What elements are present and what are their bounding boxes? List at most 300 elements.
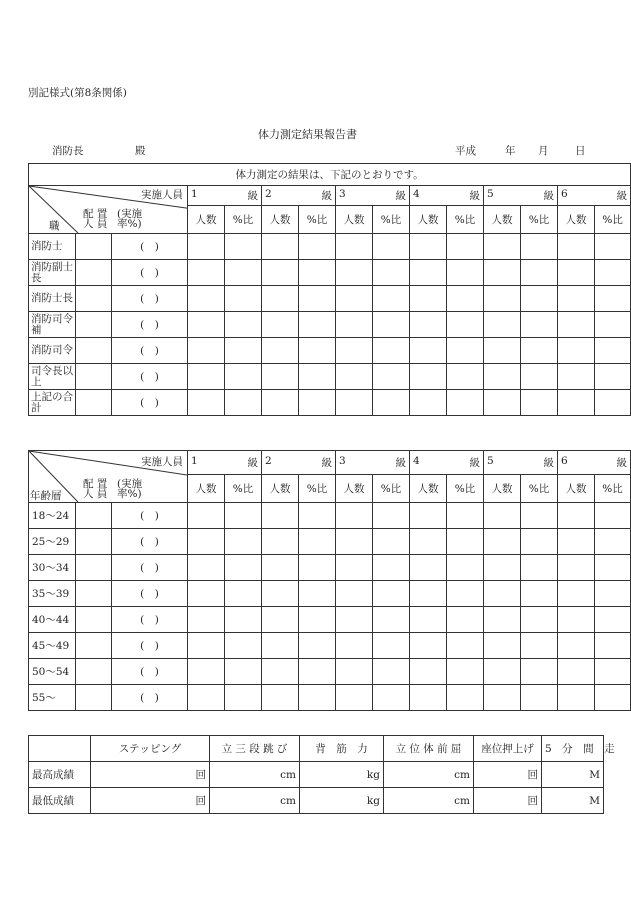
record-cell[interactable]: 回: [474, 762, 542, 788]
count-cell[interactable]: [484, 286, 521, 312]
count-cell[interactable]: [188, 503, 225, 529]
percent-cell[interactable]: [225, 555, 262, 581]
row-label: 司令長以上: [29, 364, 76, 390]
age-level-1-header: 1 級: [188, 451, 262, 475]
percent-cell[interactable]: [225, 685, 262, 711]
header-corner: [29, 186, 188, 234]
assigned-count-cell[interactable]: [76, 260, 112, 286]
table-row: [29, 788, 604, 814]
count-cell[interactable]: [484, 529, 521, 555]
percent-cell[interactable]: [595, 312, 631, 338]
percent-cell[interactable]: [225, 529, 262, 555]
percent-cell[interactable]: [521, 607, 558, 633]
count-cell[interactable]: [410, 607, 447, 633]
percent-cell[interactable]: [595, 260, 631, 286]
record-cell[interactable]: cm: [210, 762, 300, 788]
percent-cell[interactable]: [225, 503, 262, 529]
percent-cell[interactable]: [447, 312, 484, 338]
rate-cell[interactable]: ( ): [112, 234, 188, 260]
percent-cell[interactable]: [225, 338, 262, 364]
count-cell[interactable]: [484, 390, 521, 416]
percent-cell[interactable]: [299, 234, 336, 260]
count-cell[interactable]: [188, 364, 225, 390]
level-5-header: 5 級: [484, 186, 558, 206]
percent-cell[interactable]: [225, 659, 262, 685]
assigned-label-2: 人 員: [83, 218, 108, 230]
percent-cell[interactable]: [447, 390, 484, 416]
rate-cell[interactable]: ( ): [112, 581, 188, 607]
count-cell[interactable]: [484, 364, 521, 390]
percent-cell[interactable]: [447, 607, 484, 633]
percent-cell[interactable]: [373, 529, 410, 555]
percent-cell[interactable]: [299, 581, 336, 607]
percent-cell[interactable]: [447, 529, 484, 555]
rate-cell[interactable]: ( ): [112, 659, 188, 685]
assigned-count-cell[interactable]: [76, 286, 112, 312]
percent-cell[interactable]: [225, 390, 262, 416]
row-label: 18〜24: [29, 503, 76, 529]
record-header: ステッピング: [91, 736, 210, 762]
count-cell[interactable]: [558, 555, 595, 581]
assigned-label-age-2: 人 員: [83, 488, 108, 500]
percent-cell[interactable]: [595, 685, 631, 711]
implemented-count-label: 実施人員: [141, 189, 183, 201]
table-row: [29, 312, 631, 338]
page-title: 体力測定結果報告書: [258, 128, 357, 141]
percent-cell[interactable]: [373, 503, 410, 529]
count-subheader: 人数: [558, 206, 595, 234]
percent-cell[interactable]: [521, 659, 558, 685]
percent-cell[interactable]: [521, 503, 558, 529]
rank-axis-label: 職: [49, 220, 60, 232]
assigned-count-cell[interactable]: [76, 529, 112, 555]
count-cell[interactable]: [558, 312, 595, 338]
count-subheader: 人数: [262, 206, 299, 234]
record-header: 座位押上げ: [474, 736, 542, 762]
percent-subheader: %比: [373, 475, 410, 503]
percent-cell[interactable]: [225, 581, 262, 607]
percent-cell[interactable]: [373, 364, 410, 390]
assigned-count-cell[interactable]: [76, 390, 112, 416]
assigned-count-cell[interactable]: [76, 581, 112, 607]
percent-cell[interactable]: [299, 312, 336, 338]
percent-cell[interactable]: [299, 503, 336, 529]
percent-cell[interactable]: [447, 364, 484, 390]
percent-cell[interactable]: [521, 338, 558, 364]
assigned-count-cell[interactable]: [76, 364, 112, 390]
records-corner: [29, 736, 91, 762]
percent-cell[interactable]: [447, 685, 484, 711]
record-header: 立 位 体 前 屈: [384, 736, 474, 762]
percent-cell[interactable]: [225, 607, 262, 633]
count-cell[interactable]: [558, 529, 595, 555]
row-label: 消防士長: [29, 286, 76, 312]
count-cell[interactable]: [558, 633, 595, 659]
rate-cell[interactable]: ( ): [112, 529, 188, 555]
count-subheader: 人数: [410, 475, 447, 503]
percent-subheader: %比: [595, 206, 631, 234]
count-subheader: 人数: [336, 475, 373, 503]
count-cell[interactable]: [262, 312, 299, 338]
percent-cell[interactable]: [225, 633, 262, 659]
assigned-count-cell[interactable]: [76, 338, 112, 364]
count-cell[interactable]: [262, 234, 299, 260]
count-subheader: 人数: [188, 206, 225, 234]
count-cell[interactable]: [188, 685, 225, 711]
row-label: 消防士: [29, 234, 76, 260]
percent-cell[interactable]: [521, 633, 558, 659]
percent-cell[interactable]: [299, 529, 336, 555]
percent-cell[interactable]: [595, 581, 631, 607]
percent-cell[interactable]: [521, 529, 558, 555]
count-cell[interactable]: [336, 685, 373, 711]
percent-cell[interactable]: [447, 286, 484, 312]
count-cell[interactable]: [188, 312, 225, 338]
percent-cell[interactable]: [595, 234, 631, 260]
percent-cell[interactable]: [595, 503, 631, 529]
count-cell[interactable]: [188, 260, 225, 286]
count-cell[interactable]: [336, 633, 373, 659]
percent-cell[interactable]: [595, 659, 631, 685]
percent-cell[interactable]: [521, 390, 558, 416]
row-label: 55〜: [29, 685, 76, 711]
count-cell[interactable]: [262, 633, 299, 659]
percent-cell[interactable]: [299, 364, 336, 390]
row-label: 上記の合計: [29, 390, 76, 416]
count-cell[interactable]: [410, 633, 447, 659]
record-cell[interactable]: cm: [210, 788, 300, 814]
count-cell[interactable]: [410, 286, 447, 312]
count-cell[interactable]: [558, 503, 595, 529]
percent-cell[interactable]: [299, 286, 336, 312]
count-cell[interactable]: [410, 390, 447, 416]
header-corner-age: [29, 451, 188, 503]
percent-cell[interactable]: [299, 659, 336, 685]
count-cell[interactable]: [484, 685, 521, 711]
percent-cell[interactable]: [521, 312, 558, 338]
record-cell[interactable]: kg: [300, 788, 384, 814]
count-cell[interactable]: [188, 286, 225, 312]
percent-cell[interactable]: [373, 234, 410, 260]
record-header: 背 筋 力: [300, 736, 384, 762]
percent-cell[interactable]: [373, 685, 410, 711]
percent-cell[interactable]: [373, 312, 410, 338]
count-cell[interactable]: [558, 338, 595, 364]
count-cell[interactable]: [262, 260, 299, 286]
count-cell[interactable]: [410, 364, 447, 390]
count-cell[interactable]: [262, 503, 299, 529]
count-cell[interactable]: [336, 390, 373, 416]
percent-cell[interactable]: [447, 503, 484, 529]
age-level-2-header: 2 級: [262, 451, 336, 475]
count-cell[interactable]: [262, 338, 299, 364]
count-cell[interactable]: [336, 581, 373, 607]
percent-cell[interactable]: [299, 607, 336, 633]
rate-cell[interactable]: ( ): [112, 338, 188, 364]
count-cell[interactable]: [188, 555, 225, 581]
count-cell[interactable]: [188, 390, 225, 416]
percent-subheader: %比: [521, 475, 558, 503]
count-cell[interactable]: [336, 364, 373, 390]
form-number: 別記様式(第8条関係): [28, 87, 127, 99]
date-month: 月: [538, 145, 549, 157]
percent-cell[interactable]: [299, 338, 336, 364]
percent-cell[interactable]: [447, 581, 484, 607]
percent-cell[interactable]: [225, 312, 262, 338]
count-cell[interactable]: [410, 659, 447, 685]
count-subheader: 人数: [336, 206, 373, 234]
rate-cell[interactable]: ( ): [112, 607, 188, 633]
percent-cell[interactable]: [299, 390, 336, 416]
percent-cell[interactable]: [373, 607, 410, 633]
record-row-label: 最高成績: [29, 762, 91, 788]
assigned-count-cell[interactable]: [76, 555, 112, 581]
percent-subheader: %比: [299, 206, 336, 234]
count-cell[interactable]: [262, 581, 299, 607]
percent-cell[interactable]: [299, 633, 336, 659]
count-cell[interactable]: [410, 685, 447, 711]
honorific: 殿: [135, 145, 146, 157]
rate-cell[interactable]: ( ): [112, 312, 188, 338]
rate-cell[interactable]: ( ): [112, 633, 188, 659]
count-cell[interactable]: [262, 659, 299, 685]
count-cell[interactable]: [188, 659, 225, 685]
row-label: 45〜49: [29, 633, 76, 659]
count-subheader: 人数: [484, 206, 521, 234]
percent-cell[interactable]: [521, 234, 558, 260]
count-cell[interactable]: [410, 234, 447, 260]
table-row: [29, 260, 631, 286]
table-row: [29, 364, 631, 390]
percent-cell[interactable]: [447, 338, 484, 364]
assigned-count-cell[interactable]: [76, 312, 112, 338]
percent-cell[interactable]: [595, 286, 631, 312]
percent-subheader: %比: [595, 475, 631, 503]
record-cell[interactable]: M: [542, 762, 604, 788]
table-row: [29, 286, 631, 312]
percent-cell[interactable]: [595, 529, 631, 555]
record-row-label: 最低成績: [29, 788, 91, 814]
count-cell[interactable]: [188, 633, 225, 659]
count-cell[interactable]: [558, 685, 595, 711]
level-2-header: 2 級: [262, 186, 336, 206]
records-table: [28, 735, 615, 814]
count-cell[interactable]: [262, 607, 299, 633]
count-cell[interactable]: [484, 234, 521, 260]
percent-cell[interactable]: [447, 234, 484, 260]
assigned-count-cell[interactable]: [76, 633, 112, 659]
age-level-5-header: 5 級: [484, 451, 558, 475]
count-cell[interactable]: [558, 659, 595, 685]
percent-cell[interactable]: [595, 364, 631, 390]
percent-cell[interactable]: [373, 633, 410, 659]
percent-subheader: %比: [521, 206, 558, 234]
assigned-count-cell[interactable]: [76, 607, 112, 633]
percent-cell[interactable]: [225, 364, 262, 390]
count-cell[interactable]: [410, 529, 447, 555]
rate-cell[interactable]: ( ): [112, 286, 188, 312]
count-cell[interactable]: [336, 503, 373, 529]
count-cell[interactable]: [336, 286, 373, 312]
count-cell[interactable]: [188, 338, 225, 364]
count-cell[interactable]: [484, 555, 521, 581]
percent-cell[interactable]: [595, 555, 631, 581]
row-label: 消防司令: [29, 338, 76, 364]
count-cell[interactable]: [336, 555, 373, 581]
percent-cell[interactable]: [373, 338, 410, 364]
percent-cell[interactable]: [299, 685, 336, 711]
table-row: [29, 607, 631, 633]
record-cell[interactable]: 回: [91, 788, 210, 814]
percent-cell[interactable]: [299, 260, 336, 286]
record-cell[interactable]: kg: [300, 762, 384, 788]
table-row: [29, 529, 631, 555]
percent-cell[interactable]: [225, 260, 262, 286]
record-cell[interactable]: 回: [474, 788, 542, 814]
count-subheader: 人数: [484, 475, 521, 503]
percent-subheader: %比: [225, 475, 262, 503]
count-cell[interactable]: [484, 659, 521, 685]
percent-cell[interactable]: [521, 581, 558, 607]
count-cell[interactable]: [558, 234, 595, 260]
record-cell[interactable]: cm: [384, 788, 474, 814]
percent-cell[interactable]: [373, 390, 410, 416]
percent-cell[interactable]: [373, 260, 410, 286]
percent-cell[interactable]: [521, 555, 558, 581]
percent-cell[interactable]: [521, 286, 558, 312]
count-cell[interactable]: [558, 364, 595, 390]
count-subheader: 人数: [558, 475, 595, 503]
percent-cell[interactable]: [595, 390, 631, 416]
count-cell[interactable]: [336, 234, 373, 260]
record-cell[interactable]: 回: [91, 762, 210, 788]
count-cell[interactable]: [336, 312, 373, 338]
percent-cell[interactable]: [373, 286, 410, 312]
count-cell[interactable]: [484, 581, 521, 607]
count-cell[interactable]: [484, 312, 521, 338]
date-year: 年: [505, 145, 516, 157]
rate-cell[interactable]: ( ): [112, 260, 188, 286]
count-cell[interactable]: [484, 503, 521, 529]
assigned-count-cell[interactable]: [76, 659, 112, 685]
count-cell[interactable]: [188, 529, 225, 555]
row-label: 35〜39: [29, 581, 76, 607]
rate-cell[interactable]: ( ): [112, 503, 188, 529]
count-cell[interactable]: [410, 503, 447, 529]
level-4-header: 4 級: [410, 186, 484, 206]
count-cell[interactable]: [262, 555, 299, 581]
count-cell[interactable]: [558, 607, 595, 633]
row-label: 40〜44: [29, 607, 76, 633]
count-cell[interactable]: [336, 338, 373, 364]
count-cell[interactable]: [410, 312, 447, 338]
percent-cell[interactable]: [447, 659, 484, 685]
count-cell[interactable]: [262, 685, 299, 711]
percent-cell[interactable]: [373, 555, 410, 581]
percent-subheader: %比: [447, 206, 484, 234]
percent-cell[interactable]: [595, 338, 631, 364]
record-cell[interactable]: M: [542, 788, 604, 814]
count-cell[interactable]: [558, 581, 595, 607]
record-cell[interactable]: cm: [384, 762, 474, 788]
percent-cell[interactable]: [299, 555, 336, 581]
count-cell[interactable]: [484, 633, 521, 659]
percent-cell[interactable]: [447, 260, 484, 286]
table-row: [29, 555, 631, 581]
percent-cell[interactable]: [595, 607, 631, 633]
count-cell[interactable]: [410, 581, 447, 607]
rate-label-age-2: 率%): [117, 488, 142, 500]
percent-cell[interactable]: [521, 260, 558, 286]
count-cell[interactable]: [188, 607, 225, 633]
count-cell[interactable]: [188, 234, 225, 260]
rate-cell[interactable]: ( ): [112, 555, 188, 581]
assigned-label-age: 配 置: [83, 478, 108, 490]
count-cell[interactable]: [262, 286, 299, 312]
count-cell[interactable]: [336, 607, 373, 633]
count-cell[interactable]: [558, 260, 595, 286]
count-cell[interactable]: [484, 607, 521, 633]
count-cell[interactable]: [484, 338, 521, 364]
table-row: [29, 581, 631, 607]
count-cell[interactable]: [262, 529, 299, 555]
rate-cell[interactable]: ( ): [112, 685, 188, 711]
date-day: 日: [575, 145, 586, 157]
count-cell[interactable]: [262, 390, 299, 416]
assigned-count-cell[interactable]: [76, 503, 112, 529]
age-level-3-header: 3 級: [336, 451, 410, 475]
count-cell[interactable]: [188, 581, 225, 607]
addressee: 消防長: [52, 145, 84, 157]
count-cell[interactable]: [410, 555, 447, 581]
percent-subheader: %比: [299, 475, 336, 503]
percent-cell[interactable]: [447, 633, 484, 659]
count-cell[interactable]: [558, 390, 595, 416]
rate-cell[interactable]: ( ): [112, 364, 188, 390]
count-cell[interactable]: [484, 260, 521, 286]
percent-cell[interactable]: [447, 555, 484, 581]
percent-cell[interactable]: [595, 633, 631, 659]
percent-cell[interactable]: [373, 659, 410, 685]
count-cell[interactable]: [336, 659, 373, 685]
count-subheader: 人数: [262, 475, 299, 503]
percent-cell[interactable]: [373, 581, 410, 607]
count-cell[interactable]: [336, 260, 373, 286]
table-row: [29, 338, 631, 364]
level-3-header: 3 級: [336, 186, 410, 206]
assigned-count-cell[interactable]: [76, 685, 112, 711]
count-cell[interactable]: [558, 286, 595, 312]
percent-cell[interactable]: [521, 685, 558, 711]
row-label: 消防司令補: [29, 312, 76, 338]
count-cell[interactable]: [336, 529, 373, 555]
count-cell[interactable]: [410, 260, 447, 286]
percent-cell[interactable]: [521, 364, 558, 390]
percent-cell[interactable]: [225, 286, 262, 312]
table-row: [29, 234, 631, 260]
rate-label-age: (実施: [117, 478, 143, 490]
level-1-header: 1 級: [188, 186, 262, 206]
rate-label-2: 率%): [117, 218, 142, 230]
rate-cell[interactable]: ( ): [112, 390, 188, 416]
table-row: [29, 390, 631, 416]
assigned-count-cell[interactable]: [76, 234, 112, 260]
count-cell[interactable]: [410, 338, 447, 364]
table-row: [29, 503, 631, 529]
table-row: [29, 685, 631, 711]
count-cell[interactable]: [262, 364, 299, 390]
percent-cell[interactable]: [225, 234, 262, 260]
